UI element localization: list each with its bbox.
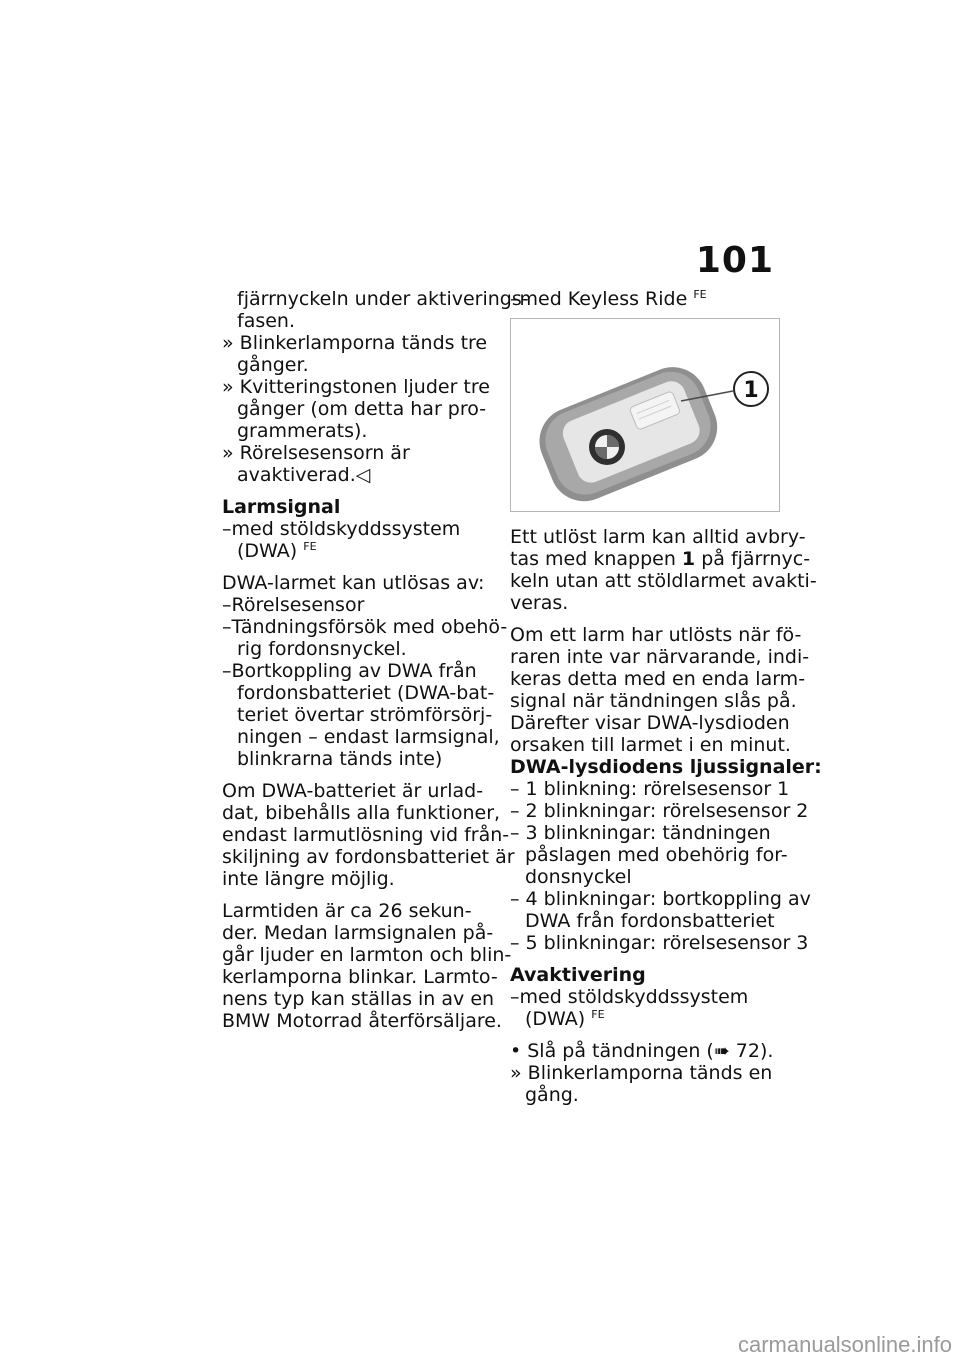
text-line: går ljuder en larmton och blin-	[222, 944, 512, 966]
text-line: donsnyckel	[525, 866, 632, 888]
text-line: – 1 blinkning: rörelsesensor 1	[510, 778, 790, 800]
text-line: keras detta med en enda larm-	[510, 668, 806, 690]
text-line: avaktiverad.◁	[237, 464, 371, 486]
text-line: Därefter visar DWA-lysdioden	[510, 712, 790, 734]
key-fob-figure	[510, 318, 780, 512]
text-line: (DWA) $^{FE}$	[237, 540, 317, 562]
text-line: raren inte var närvarande, indi-	[510, 646, 810, 668]
text-line: nens typ kan ställas in av en	[222, 988, 495, 1010]
text-line: grammerats).	[237, 420, 368, 442]
text-line: Om DWA-batteriet är urlad-	[222, 780, 484, 802]
section-heading: Larmsignal	[222, 496, 341, 518]
text-line: –Tändningsförsök med obehö-	[222, 616, 508, 638]
superscript-fe: FE	[303, 540, 317, 553]
section-heading: Avaktivering	[510, 964, 646, 986]
text-line: BMW Motorrad återförsäljare.	[222, 1010, 502, 1032]
text-line: skiljning av fordonsbatteriet är	[222, 846, 515, 868]
text-line: ningen – endast larmsignal,	[237, 726, 500, 748]
text-line: signal när tändningen slås på.	[510, 690, 797, 712]
text-line: rig fordonsnyckel.	[237, 638, 407, 660]
text-line: endast larmutlösning vid från-	[222, 824, 510, 846]
text-line: påslagen med obehörig for-	[525, 844, 788, 866]
text-line: fasen.	[237, 310, 296, 332]
text-line: gånger.	[237, 354, 309, 376]
key-fob-illustration	[511, 319, 779, 511]
text-line: dat, bibehålls alla funktioner,	[222, 802, 501, 824]
text-line: –med stöldskyddssystem	[510, 986, 749, 1008]
text-line: DWA från fordonsbatteriet	[525, 910, 775, 932]
text-line: inte längre möjlig.	[222, 868, 395, 890]
text-line: – 5 blinkningar: rörelsesensor 3	[510, 932, 809, 954]
watermark: carmanualsonline.info	[737, 1332, 952, 1357]
text-line: der. Medan larmsignalen på-	[222, 922, 494, 944]
superscript-fe: FE	[591, 1008, 605, 1021]
text-line: blinkrarna tänds inte)	[237, 748, 443, 770]
text-line: Larmtiden är ca 26 sekun-	[222, 900, 472, 922]
text-line: gång.	[525, 1084, 579, 1106]
superscript-fe: FE	[693, 288, 707, 301]
text-line: Ett utlöst larm kan alltid avbry-	[510, 526, 806, 548]
text-line: veras.	[510, 592, 569, 614]
callout-number: 1	[743, 378, 759, 403]
page-number: 101	[695, 240, 774, 281]
text-line: » Kvitteringstonen ljuder tre	[222, 376, 490, 398]
text-line: – 3 blinkningar: tändningen	[510, 822, 771, 844]
text-line: orsaken till larmet i en minut.	[510, 734, 791, 756]
text-line: –Bortkoppling av DWA från	[222, 660, 477, 682]
right-column	[510, 288, 822, 1106]
text-line: –med stöldskyddssystem	[222, 518, 461, 540]
text-line: » Rörelsesensorn är	[222, 442, 410, 464]
text-line: fordonsbatteriet (DWA-bat-	[237, 682, 495, 704]
text-line: DWA-larmet kan utlösas av:	[222, 572, 485, 594]
text-line: – 4 blinkningar: bortkoppling av	[510, 888, 811, 910]
text-line: gånger (om detta har pro-	[237, 398, 487, 420]
text-line: – 2 blinkningar: rörelsesensor 2	[510, 800, 809, 822]
text-line: Om ett larm har utlösts när fö-	[510, 624, 802, 646]
text-line: keln utan att stöldlarmet avakti-	[510, 570, 817, 592]
text-line: –Rörelsesensor	[222, 594, 365, 616]
text-line: kerlamporna blinkar. Larmto-	[222, 966, 498, 988]
text-line: teriet övertar strömförsörj-	[237, 704, 493, 726]
section-heading: DWA-lysdiodens ljussignaler:	[510, 756, 822, 778]
text-line: • Slå på tändningen (➠ 72).	[510, 1040, 774, 1062]
text-line: tas med knappen 1 på fjärrnyc-	[510, 548, 811, 570]
text-line: » Blinkerlamporna tänds en	[510, 1062, 773, 1084]
text-line: (DWA) $^{FE}$	[525, 1008, 605, 1030]
left-column	[222, 288, 529, 1032]
text-line: fjärrnyckeln under aktiverings-	[237, 288, 529, 310]
text-line: –med Keyless Ride $^{FE}$	[510, 288, 707, 310]
text-line: » Blinkerlamporna tänds tre	[222, 332, 488, 354]
page-reference-arrow-icon: ➠	[713, 1040, 730, 1062]
